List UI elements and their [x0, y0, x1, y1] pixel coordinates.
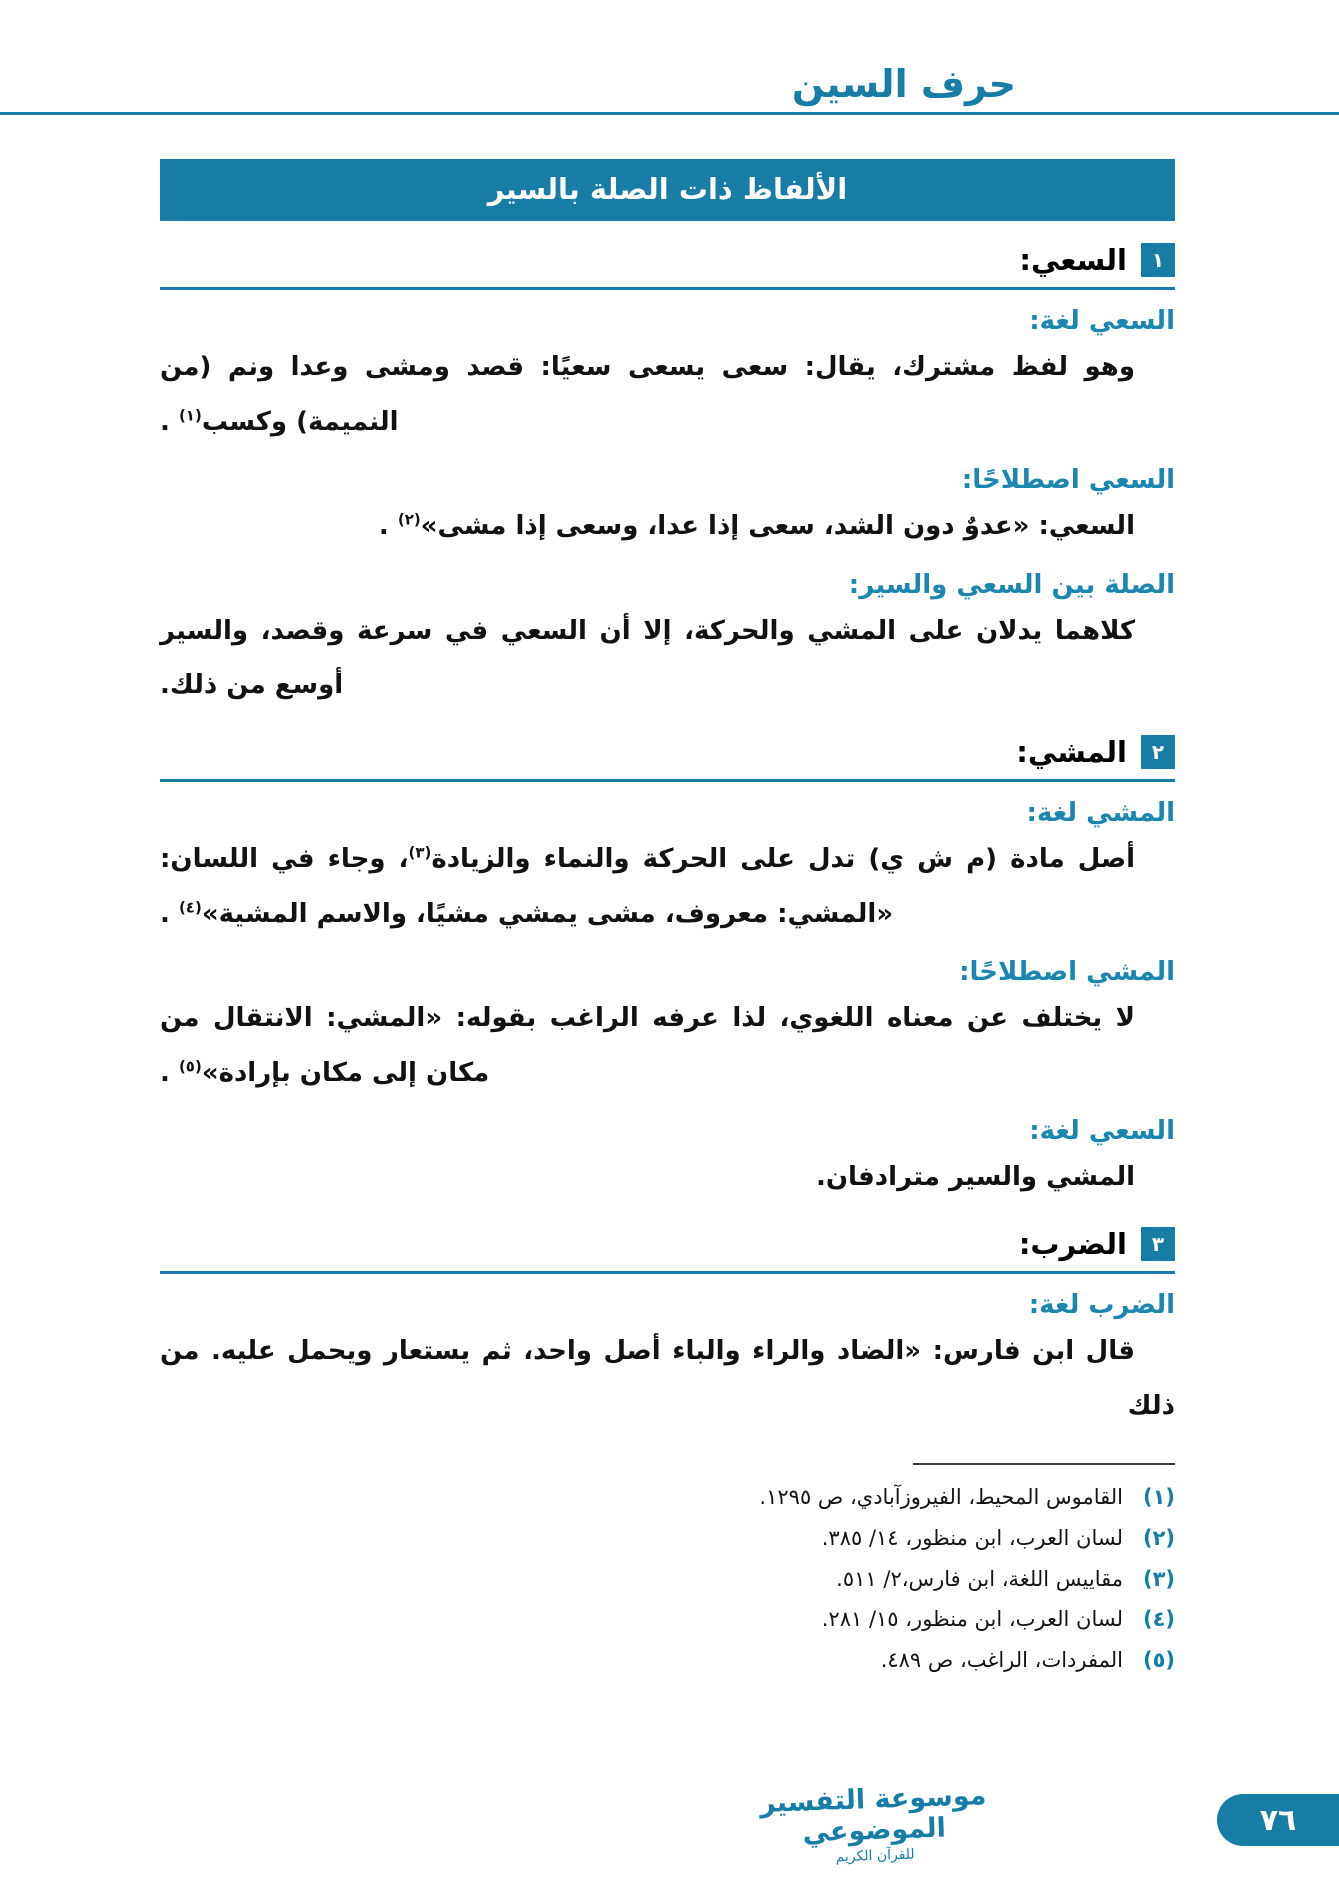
footnote: [160, 1479, 1175, 1516]
page-number-badge: ٧٦: [1217, 1794, 1339, 1846]
publisher-logo-subtitle: للقرآن الكريم: [835, 1846, 915, 1866]
page-header: [0, 0, 1339, 115]
footnote-marker: (٣): [408, 843, 432, 862]
section-heading: [160, 735, 1175, 782]
text-run: .: [160, 406, 179, 437]
publisher-logo: [738, 1779, 1011, 1868]
text-run: قال ابن فارس: «الضاد والراء والباء أصل واحد، ثم يستعار ويحمل عليه. من ذلك: [160, 1335, 1175, 1421]
subheading: الصلة بين السعي والسير:: [848, 569, 1175, 600]
text-run: المشي والسير مترادفان.: [815, 1162, 1135, 1193]
footnote-text: القاموس المحيط، الفيروزآبادي، ص ١٢٩٥.: [759, 1485, 1123, 1510]
term-section-1: [160, 243, 1175, 713]
chapter-heading: حرف السين: [791, 62, 1016, 106]
footnote-marker: (٥): [178, 1057, 202, 1076]
section-title: الضرب:: [1018, 1226, 1127, 1261]
section-heading: [160, 1227, 1175, 1274]
footnote-number: (٥): [1142, 1648, 1175, 1673]
footnote-text: لسان العرب، ابن منظور، ١٤/ ٣٨٥.: [821, 1525, 1123, 1550]
paragraph: [160, 499, 1175, 554]
footnotes-block: [160, 1463, 1175, 1679]
paragraph: [160, 1150, 1175, 1205]
term-section-2: [160, 735, 1175, 1205]
section-number-badge: ٣: [1141, 1227, 1175, 1261]
text-run: .: [160, 1057, 179, 1088]
text-run: وهو لفظ مشترك، يقال: سعى يسعى سعيًا: قصد ومشى وعدا ونم (من النميمة) وكسب: [160, 352, 1135, 437]
text-run: أصل مادة (م ش ي) تدل على الحركة والنماء والزيادة: [431, 843, 1135, 874]
footnote-number: (١): [1142, 1485, 1175, 1510]
subheading: السعي لغة:: [1029, 306, 1175, 336]
subheading: السعي اصطلاحًا:: [961, 465, 1175, 496]
footnote: [160, 1601, 1175, 1638]
footnote-number: (٤): [1142, 1607, 1175, 1632]
topic-banner: [160, 159, 1175, 221]
footnote-marker: (١): [178, 405, 202, 424]
text-run: كلاهما يدلان على المشي والحركة، إلا أن السعي في سرعة وقصد، والسير أوسع من ذلك.: [160, 615, 1135, 701]
section-number-badge: ٢: [1141, 735, 1175, 769]
page-content: [158, 159, 1177, 1679]
footnote-number: (٢): [1142, 1525, 1175, 1550]
footnote-text: لسان العرب، ابن منظور، ١٥/ ٢٨١.: [821, 1607, 1123, 1632]
footnote: [160, 1520, 1175, 1557]
paragraph: [160, 604, 1175, 713]
section-heading: [160, 243, 1175, 290]
text-run: .: [378, 511, 398, 542]
subheading: المشي اصطلاحًا:: [959, 957, 1175, 988]
subheading: المشي لغة:: [1026, 797, 1175, 828]
text-run: لا يختلف عن معناه اللغوي، لذا عرفه الراغب بقوله: «المشي: الانتقال من مكان إلى مكان بإرادة»: [160, 1003, 1135, 1088]
paragraph: [160, 1324, 1175, 1433]
topic-banner-title: الألفاظ ذات الصلة بالسير: [487, 172, 848, 206]
text-run: السعي: «عدوٌ دون الشد، سعى إذا عدا، وسعى إذا مشى»: [420, 511, 1135, 542]
footnote-number: (٣): [1142, 1566, 1175, 1591]
subheading: السعي لغة:: [1029, 1116, 1175, 1147]
section-title: المشي:: [1016, 734, 1127, 769]
footnote-text: مقاييس اللغة، ابن فارس،٢/ ٥١١.: [836, 1566, 1123, 1591]
text-run: ، وجاء في اللسان: «المشي: معروف، مشى يمشي مشيًا، والاسم المشية»: [160, 843, 894, 929]
footnote-marker: (٢): [397, 510, 421, 529]
subheading: الضرب لغة:: [1028, 1289, 1175, 1320]
paragraph: [160, 832, 1175, 941]
footnote: [160, 1642, 1175, 1679]
footnote: [160, 1561, 1175, 1598]
paragraph: [160, 340, 1175, 449]
section-title: السعي:: [1019, 243, 1127, 277]
footnote-separator: [913, 1463, 1175, 1465]
section-number-badge: ١: [1141, 243, 1175, 277]
footnote-text: المفردات، الراغب، ص ٤٨٩.: [880, 1648, 1123, 1673]
header-rule: [0, 112, 1339, 115]
footnote-marker: (٤): [178, 897, 202, 916]
term-section-3: [160, 1227, 1175, 1433]
paragraph: [160, 991, 1175, 1100]
text-run: .: [160, 898, 179, 929]
publisher-logo-title: موسوعة التفسير الموضوعي: [759, 1780, 987, 1849]
